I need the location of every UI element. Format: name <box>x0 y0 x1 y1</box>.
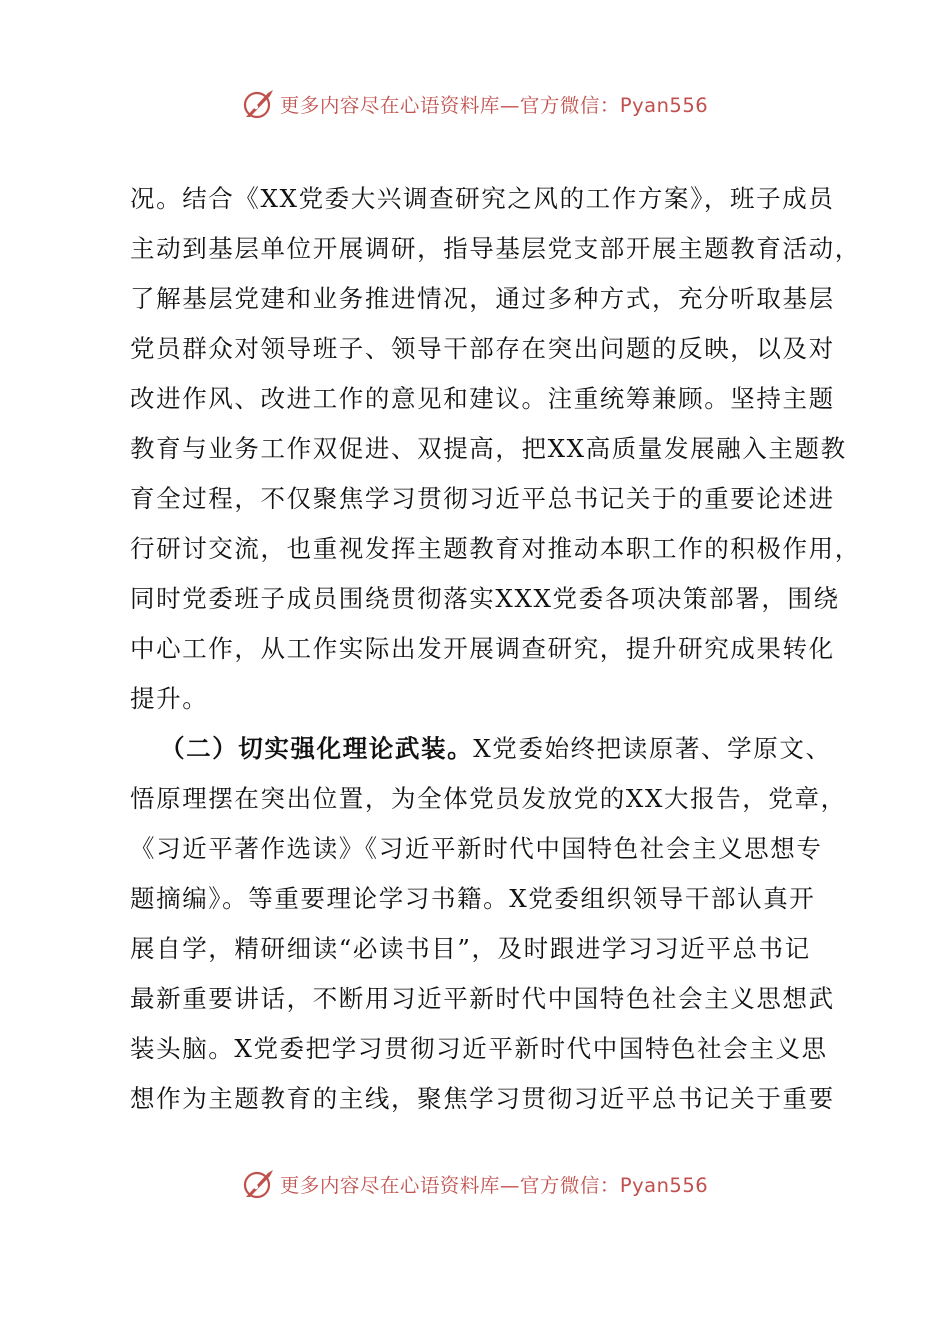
paragraph-2 <box>130 724 847 1124</box>
paragraph-line: 况。结合《XX党委大兴调查研究之风的工作方案》，班子成员 <box>130 184 835 213</box>
paragraph-first-line <box>130 724 840 774</box>
paragraph-line: 展自学，精研细读“必读书目”，及时跟进学习习近平总书记 <box>130 934 811 963</box>
header-banner <box>0 84 950 124</box>
document-body <box>130 174 861 1124</box>
paragraph-line: 装头脑。X党委把学习贯彻习近平新时代中国特色社会主义思 <box>130 1034 828 1063</box>
paragraph-line: 提升。 <box>130 684 209 713</box>
footer-banner-text: 更多内容尽在心语资料库—官方微信：Pyan556 <box>279 1174 709 1197</box>
header-banner-text: 更多内容尽在心语资料库—官方微信：Pyan556 <box>279 94 709 117</box>
pen-logo-icon <box>242 1167 276 1201</box>
paragraph-line: 改进作风、改进工作的意见和建议。注重统筹兼顾。坚持主题 <box>130 384 835 413</box>
paragraph-line: 行研讨交流，也重视发挥主题教育对推动本职工作的积极作用， <box>130 534 861 563</box>
paragraph-line: 中心工作，从工作实际出发开展调查研究，提升研究成果转化 <box>130 634 835 663</box>
paragraph-1 <box>130 174 861 724</box>
paragraph-line: 党员群众对领导班子、领导干部存在突出问题的反映，以及对 <box>130 334 835 363</box>
paragraph-line: 教育与业务工作双促进、双提高，把XX高质量发展融入主题教 <box>130 434 847 463</box>
section-heading: （二）切实强化理论武装。 <box>160 734 474 763</box>
pen-logo-icon <box>242 87 276 121</box>
paragraph-line: 主动到基层单位开展调研，指导基层党支部开展主题教育活动， <box>130 234 861 263</box>
footer-banner <box>0 1164 950 1204</box>
paragraph-line: 悟原理摆在突出位置，为全体党员发放党的XX大报告，党章， <box>130 784 847 813</box>
paragraph-line: 题摘编》。等重要理论学习书籍。X党委组织领导干部认真开 <box>130 884 816 913</box>
paragraph-line: 想作为主题教育的主线，聚焦学习贯彻习近平总书记关于重要 <box>130 1084 835 1113</box>
paragraph-line: 了解基层党建和业务推进情况，通过多种方式，充分听取基层 <box>130 284 835 313</box>
paragraph-line: 同时党委班子成员围绕贯彻落实XXX党委各项决策部署，围绕 <box>130 584 840 613</box>
paragraph-line-rest: X党委始终把读原著、学原文、 <box>473 734 832 763</box>
paragraph-line: 最新重要讲话，不断用习近平新时代中国特色社会主义思想武 <box>130 984 835 1013</box>
paragraph-line: 《习近平著作选读》《习近平新时代中国特色社会主义思想专 <box>130 834 823 863</box>
paragraph-line: 育全过程，不仅聚焦学习贯彻习近平总书记关于的重要论述进 <box>130 484 835 513</box>
